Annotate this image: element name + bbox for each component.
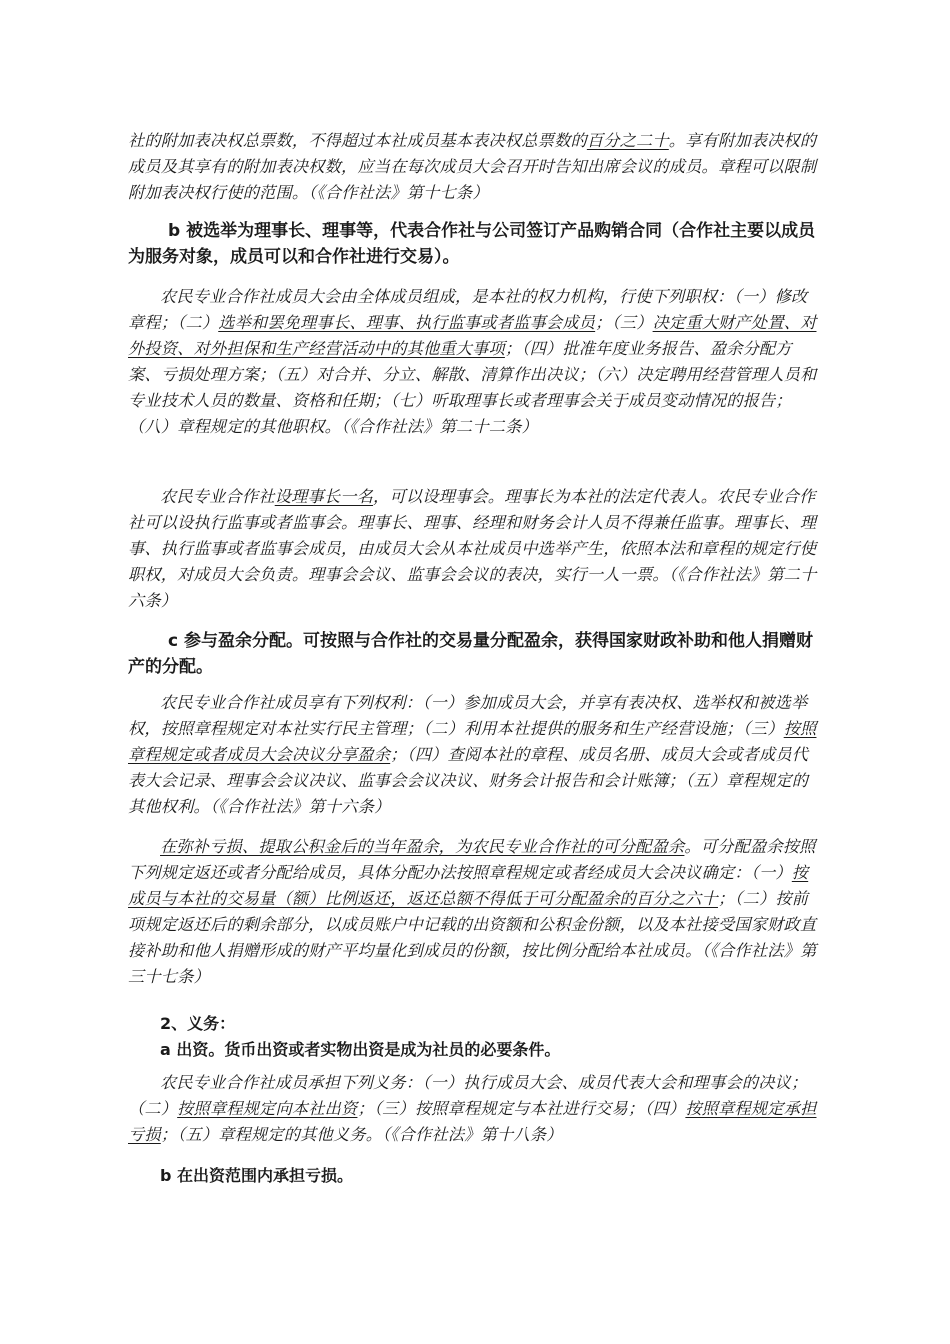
text: ；（三）按照章程规定与本社进行交易；（四）: [357, 1099, 686, 1118]
underlined-text: 按成员与本社的交易量（额）比例返还，返还总额不得低于可分配盈余的百分之六十: [128, 863, 809, 908]
text: ；（二）按前项规定返还后的剩余部分，以成员账户中记载的出资额和公积金份额，以及本社接受国家财政直接补助和他人捐赠形成的财产平均量化到成员的份额，按比例分配给本社成员。（《合作社法》第三十七条）: [128, 889, 817, 986]
paragraph-member-rights: [128, 690, 823, 820]
underlined-text: 决定重大财产处置、对外投资、对外担保和生产经营活动中的其他重大事项: [128, 313, 817, 358]
text: ，可以设理事会。理事长为本社的法定代表人。农民专业合作社可以设执行监事或者监事会。理事长、理事、经理和财务会计人员不得兼任监事。理事长、理事、执行监事或者监事会成员，由成员大会从本社成员中选举产生，依照本法和章程的规定行使职权，对成员大会负责。理事会会议、监事会会议的表决，实行一人一票。（《合作社法》第二十六条）: [128, 487, 817, 610]
paragraph-surplus-distribution: [128, 834, 823, 990]
heading-c-surplus: c 参与盈余分配。可按照与合作社的交易量分配盈余，获得国家财政补助和他人捐赠财产的分配。: [128, 631, 813, 677]
paragraph-chairman: [128, 484, 823, 614]
text: ；（四）批准年度业务报告、盈余分配方案、亏损处理方案；（五）对合并、分立、解散、清算作出决议；（六）决定聘用经营管理人员和专业技术人员的数量、资格和任期；（七）听取理事长或者理事会关于成员变动情况的报告；（八）章程规定的其他职权。（《合作社法》第二十二条）: [128, 339, 817, 436]
text: ；（三）: [595, 313, 653, 332]
text: 社的附加表决权总票数，不得超过本社成员基本表决权总票数的: [128, 131, 587, 150]
paragraph-voting-rights: [128, 128, 823, 206]
text: ；（四）查阅本社的章程、成员名册、成员大会或者成员代表大会记录、理事会会议决议、监事会会议决议、财务会计报告和会计账簿；（五）章程规定的其他权利。（《合作社法》第十六条）: [128, 745, 809, 816]
text: 农民专业合作社成员承担下列义务：（一）执行成员大会、成员代表大会和理事会的决议；（二）: [128, 1073, 808, 1118]
text: 。可分配盈余按照下列规定返还或者分配给成员，具体分配办法按照章程规定或者经成员大会决议确定：（一）: [128, 837, 816, 882]
text: 农民专业合作社成员大会由全体成员组成，是本社的权力机构，行使下列职权：（一）修改章程；（二）: [128, 287, 808, 332]
underlined-text: 按照章程规定向本社出资: [177, 1099, 358, 1118]
text: 。享有附加表决权的成员及其享有的附加表决权数，应当在每次成员大会召开时告知出席会议的成员。章程可以限制附加表决权行使的范围。（《合作社法》第十七条）: [128, 131, 817, 202]
underlined-text: 按照章程规定或者成员大会决议分享盈余: [128, 719, 817, 764]
heading-obligations: 2、义务：: [160, 1014, 236, 1033]
underlined-text: 百分之二十: [586, 131, 669, 150]
underlined-text: 选举和罢免理事长、理事、执行监事或者监事会成员: [218, 313, 596, 332]
paragraph-member-obligations: [128, 1070, 823, 1148]
text: ；（五）章程规定的其他义务。（《合作社法》第十八条）: [160, 1125, 563, 1144]
underlined-text: 设理事长一名: [274, 487, 374, 506]
underlined-text: 在弥补亏损、提取公积金后的当年盈余，为农民专业合作社的可分配盈余: [160, 837, 685, 856]
underlined-text: 按照章程规定承担亏损: [128, 1099, 817, 1144]
paragraph-member-assembly-powers: [128, 284, 823, 440]
heading-a-capital: a 出资。货币出资或者实物出资是成为社员的必要条件。: [160, 1040, 561, 1059]
text: 农民专业合作社成员享有下列权利：（一）参加成员大会，并享有表决权、选举权和被选举权，按照章程规定对本社实行民主管理；（二）利用本社提供的服务和生产经营设施；（三）: [128, 693, 808, 738]
heading-b-elected: b 被选举为理事长、理事等，代表合作社与公司签订产品购销合同（合作社主要以成员为服务对象，成员可以和合作社进行交易）。: [128, 221, 816, 267]
text: 农民专业合作社: [160, 487, 275, 506]
heading-b-loss: b 在出资范围内承担亏损。: [160, 1166, 354, 1185]
